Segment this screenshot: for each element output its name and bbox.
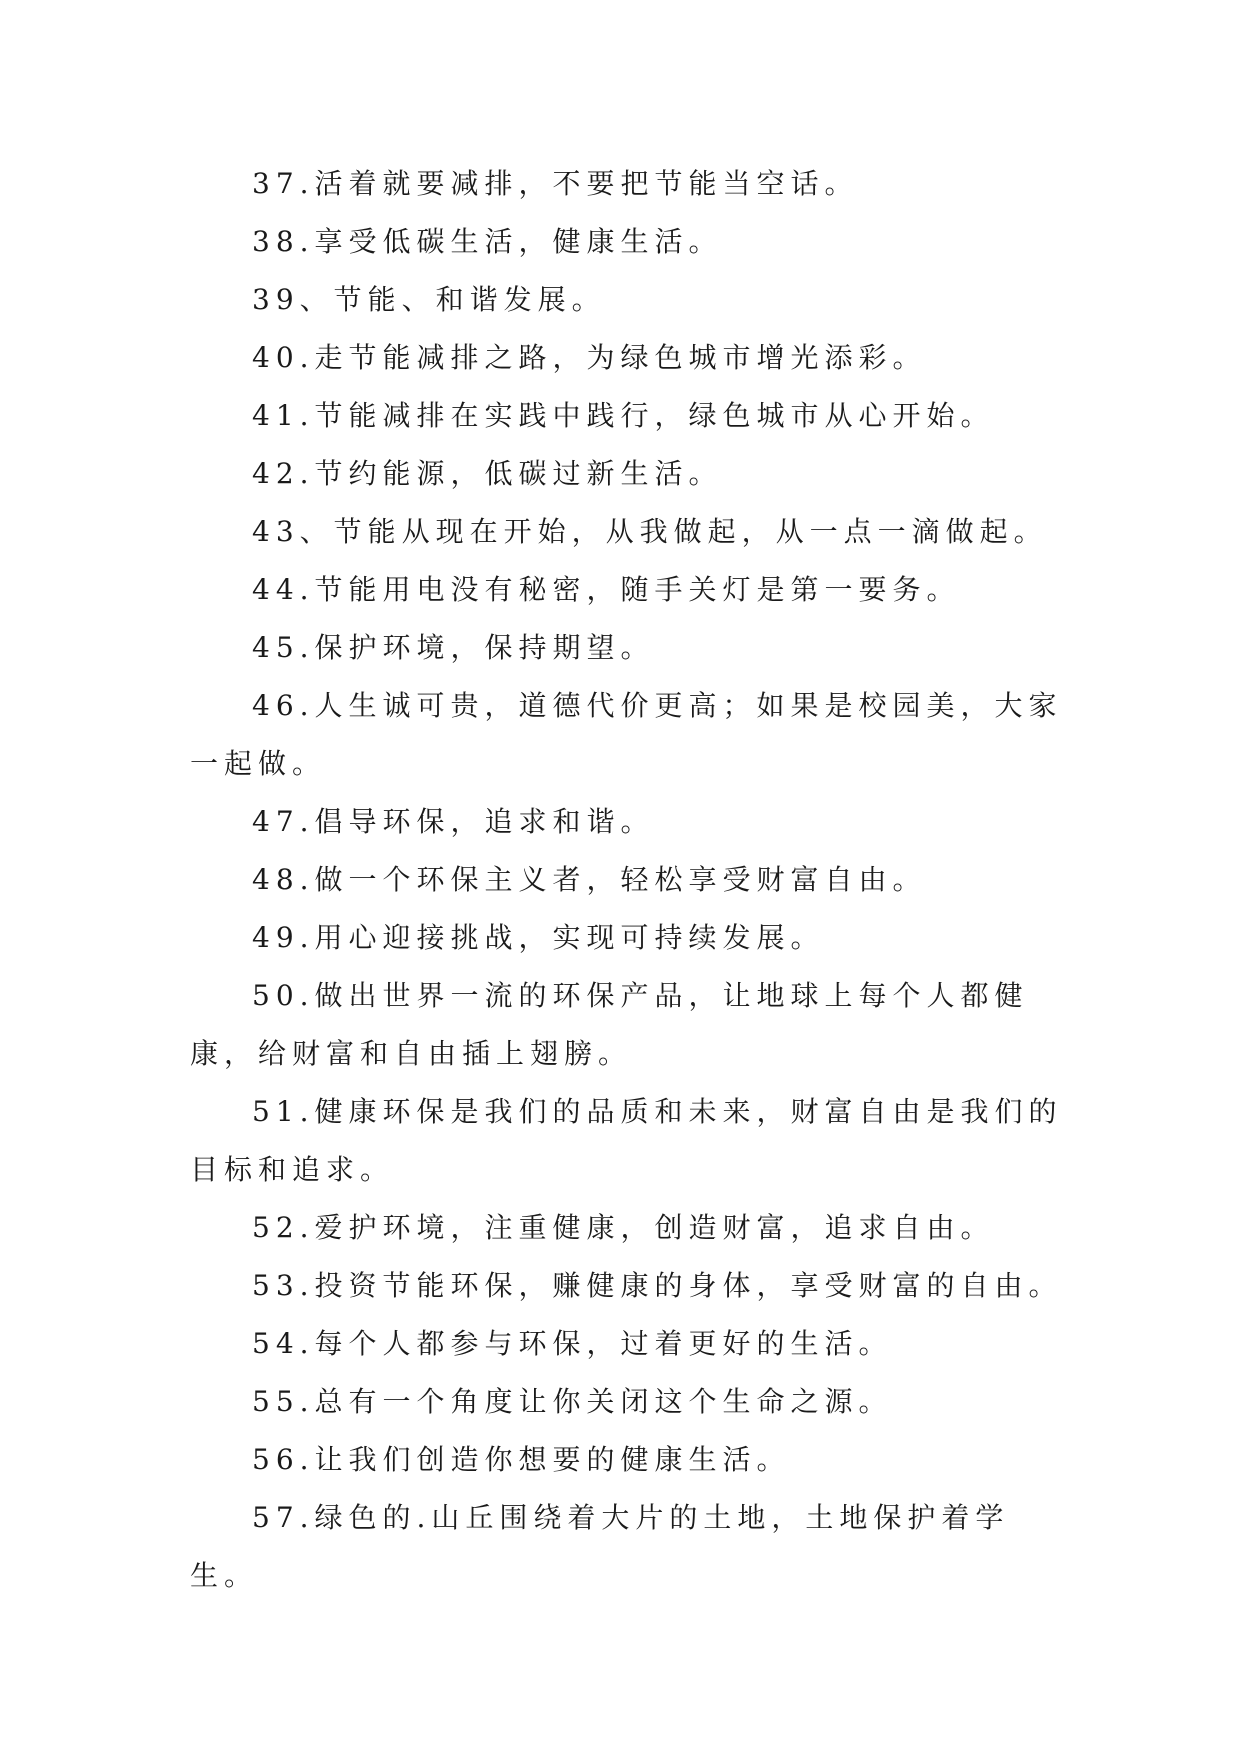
paragraph-57: 57.绿色的.山丘围绕着大片的土地，土地保护着学生。	[190, 1501, 1010, 1592]
paragraph-54: 54.每个人都参与环保，过着更好的生活。	[252, 1327, 893, 1360]
paragraph-46: 46.人生诚可贵，道德代价更高；如果是校园美，大家一起做。	[190, 689, 1063, 780]
paragraph-40: 40.走节能减排之路，为绿色城市增光添彩。	[252, 341, 927, 374]
paragraph-39: 39、节能、和谐发展。	[252, 283, 606, 316]
paragraph-56: 56.让我们创造你想要的健康生活。	[252, 1443, 791, 1476]
paragraph-49: 49.用心迎接挑战，实现可持续发展。	[252, 921, 825, 954]
paragraph-53: 53.投资节能环保，赚健康的身体，享受财富的自由。	[252, 1269, 1063, 1302]
paragraph-51: 51.健康环保是我们的品质和未来，财富自由是我们的目标和追求。	[190, 1095, 1063, 1186]
paragraph-44: 44.节能用电没有秘密，随手关灯是第一要务。	[252, 573, 961, 606]
paragraph-43: 43、节能从现在开始，从我做起，从一点一滴做起。	[252, 515, 1048, 548]
paragraph-50: 50.做出世界一流的环保产品，让地球上每个人都健康，给财富和自由插上翅膀。	[190, 979, 1029, 1070]
paragraph-52: 52.爱护环境，注重健康，创造财富，追求自由。	[252, 1211, 995, 1244]
paragraph-48: 48.做一个环保主义者，轻松享受财富自由。	[252, 863, 927, 896]
paragraph-47: 47.倡导环保，追求和谐。	[252, 805, 655, 838]
paragraph-55: 55.总有一个角度让你关闭这个生命之源。	[252, 1385, 893, 1418]
document-body	[190, 155, 1070, 1605]
paragraph-38: 38.享受低碳生活，健康生活。	[252, 225, 723, 258]
paragraph-42: 42.节约能源，低碳过新生活。	[252, 457, 723, 490]
paragraph-45: 45.保护环境，保持期望。	[252, 631, 655, 664]
paragraph-37: 37.活着就要减排，不要把节能当空话。	[252, 167, 859, 200]
paragraph-41: 41.节能减排在实践中践行，绿色城市从心开始。	[252, 399, 995, 432]
